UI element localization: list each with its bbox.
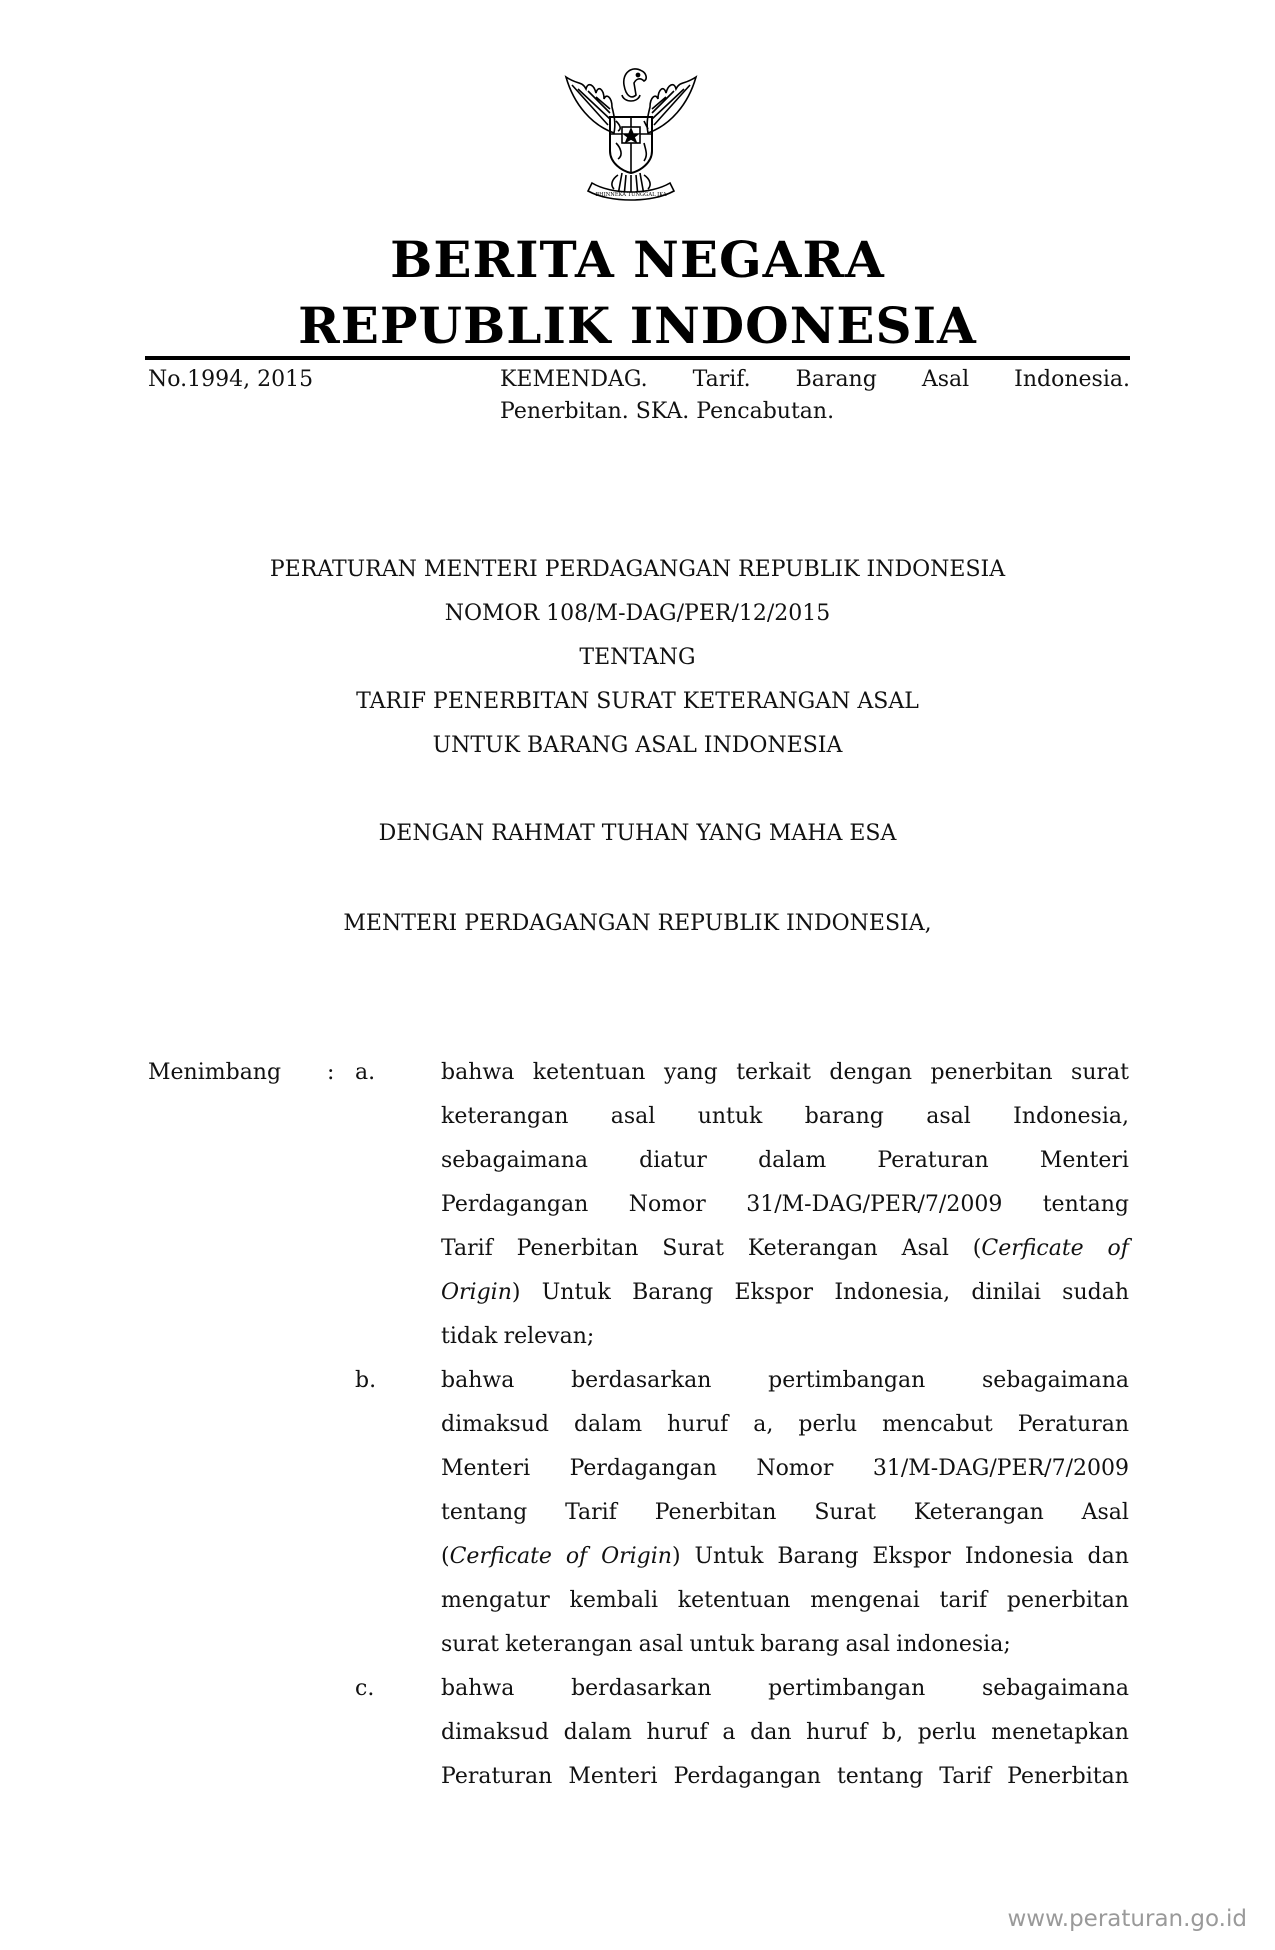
subject-line-2: Penerbitan. SKA. Pencabutan. (500, 399, 835, 424)
paragraph-line: dimaksud dalam huruf a, perlu mencabut Peraturan (441, 1412, 1129, 1437)
invocation: DENGAN RAHMAT TUHAN YANG MAHA ESA (378, 821, 897, 846)
svg-text:BHINNEKA TUNGGAL IKA: BHINNEKA TUNGGAL IKA (595, 192, 667, 198)
subject-line-1: KEMENDAG. Tarif. Barang Asal Indonesia. (500, 367, 1130, 392)
paragraph-line: dimaksud dalam huruf a dan huruf b, perlu menetapkan (441, 1720, 1129, 1745)
garuda-pancasila-emblem-icon (552, 55, 710, 215)
item-letter: b. (355, 1368, 377, 1393)
considerations-colon: : (327, 1060, 335, 1085)
paragraph-line: mengatur kembali ketentuan mengenai tarif penerbitan (441, 1588, 1129, 1613)
paragraph-line: sebagaimana diatur dalam Peraturan Menteri (441, 1148, 1129, 1173)
title-line: NOMOR 108/M-DAG/PER/12/2015 (444, 601, 831, 626)
issuer: MENTERI PERDAGANGAN REPUBLIK INDONESIA, (343, 911, 932, 936)
item-letter: a. (355, 1060, 376, 1085)
paragraph-line: tidak relevan; (441, 1324, 595, 1349)
document-number: No.1994, 2015 (148, 367, 314, 392)
paragraph-line: bahwa berdasarkan pertimbangan sebagaimana (441, 1676, 1129, 1701)
paragraph-line: keterangan asal untuk barang asal Indonesia, (441, 1104, 1129, 1129)
consideration-item-c (441, 1667, 1129, 1799)
paragraph-line: Perdagangan Nomor 31/M-DAG/PER/7/2009 tentang (441, 1192, 1129, 1217)
regulation-title (145, 548, 1130, 768)
consideration-item-a (441, 1051, 1129, 1359)
paragraph-line: surat keterangan asal untuk barang asal indonesia; (441, 1632, 1011, 1657)
considerations-label: Menimbang (148, 1060, 282, 1085)
masthead-divider (145, 356, 1130, 360)
masthead-subtitle: REPUBLIK INDONESIA (298, 296, 977, 355)
document-subject (500, 364, 1130, 428)
title-line: TARIF PENERBITAN SURAT KETERANGAN ASAL (356, 689, 919, 714)
masthead-title: BERITA NEGARA (390, 230, 885, 289)
paragraph-line: bahwa ketentuan yang terkait dengan penerbitan surat (441, 1060, 1129, 1085)
paragraph-line: Tarif Penerbitan Surat Keterangan Asal (Cerficate of (441, 1236, 1129, 1261)
title-line: TENTANG (579, 645, 696, 670)
website-watermark: www.peraturan.go.id (1007, 1906, 1247, 1932)
title-line: PERATURAN MENTERI PERDAGANGAN REPUBLIK INDONESIA (269, 557, 1006, 582)
title-line: UNTUK BARANG ASAL INDONESIA (432, 733, 843, 758)
consideration-item-b (441, 1359, 1129, 1667)
item-letter: c. (355, 1676, 375, 1701)
paragraph-line: bahwa berdasarkan pertimbangan sebagaimana (441, 1368, 1129, 1393)
paragraph-line: Peraturan Menteri Perdagangan tentang Tarif Penerbitan (441, 1764, 1129, 1789)
paragraph-line: Origin) Untuk Barang Ekspor Indonesia, dinilai sudah (441, 1280, 1129, 1305)
paragraph-line: Menteri Perdagangan Nomor 31/M-DAG/PER/7/2009 (441, 1456, 1129, 1481)
paragraph-line: (Cerficate of Origin) Untuk Barang Ekspor Indonesia dan (441, 1544, 1129, 1569)
paragraph-line: tentang Tarif Penerbitan Surat Keterangan Asal (441, 1500, 1129, 1525)
